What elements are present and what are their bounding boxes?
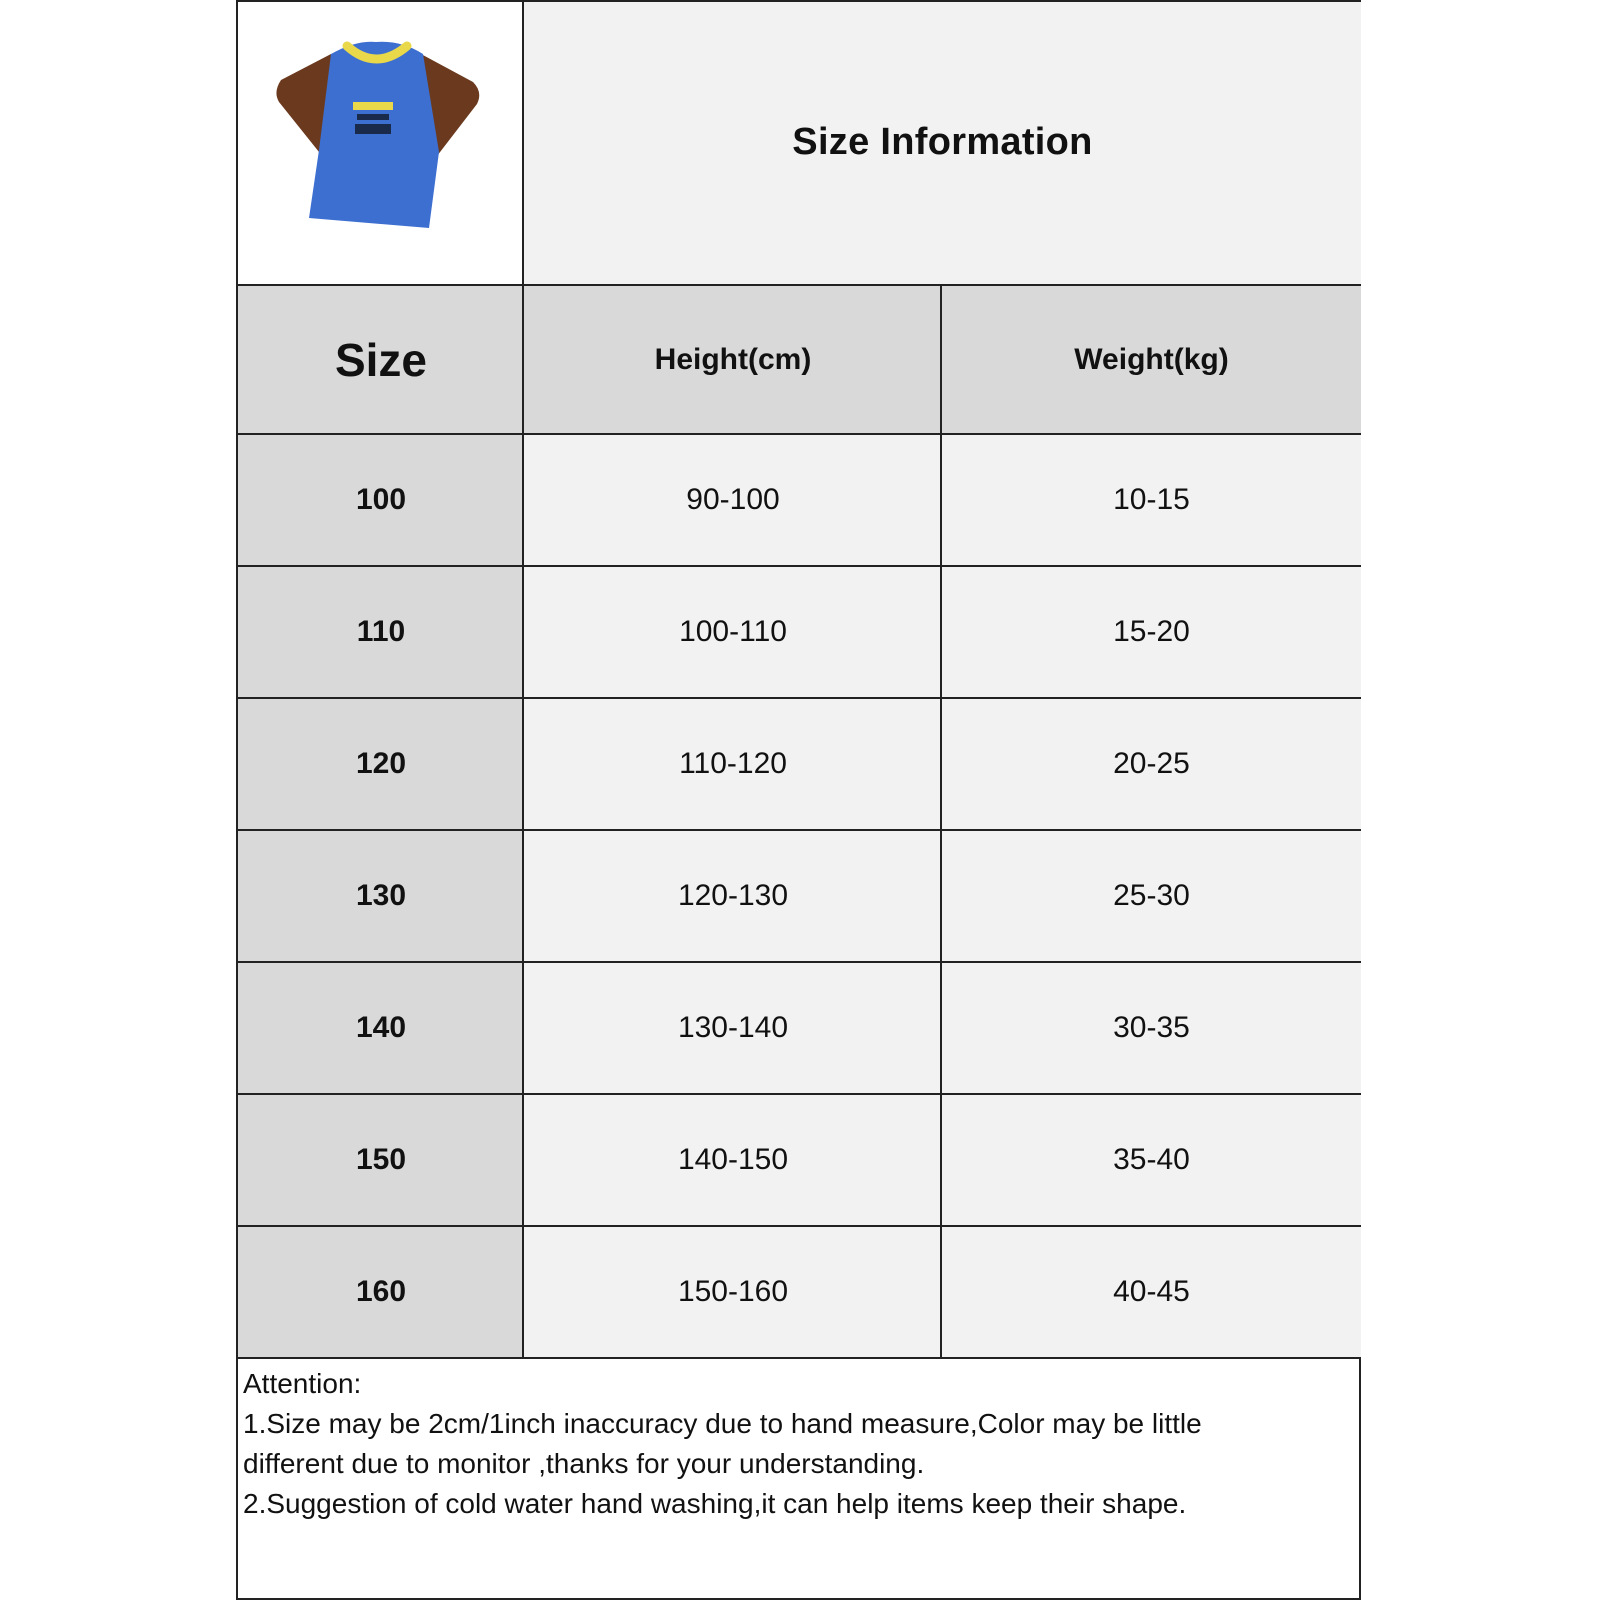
weight-value: 25-30 [1113,879,1190,912]
grid-line [236,0,1361,2]
grid-line [236,1093,1361,1095]
weight-value: 10-15 [1113,483,1190,516]
size-value: 120 [355,747,407,780]
attention-notes [243,1364,1343,1524]
height-cell [524,1227,942,1357]
weight-value: 30-35 [1113,1011,1190,1044]
weight-value: 35-40 [1113,1143,1190,1176]
weight-cell [942,1227,1361,1357]
height-cell [524,1095,942,1225]
size-value: 130 [355,879,407,912]
header-weight: Weight(kg) [1074,342,1229,376]
size-value: 100 [355,483,407,516]
t-shirt-icon [261,32,501,252]
grid-line [940,284,942,1359]
height-value: 120-130 [677,879,789,912]
weight-value: 20-25 [1113,747,1190,780]
grid-line [236,1225,1361,1227]
height-value: 110-120 [679,747,787,780]
header-height: Height(cm) [654,342,812,376]
size-value: 140 [355,1011,407,1044]
grid-line [236,284,1361,286]
grid-line [236,565,1361,567]
size-chart [236,0,1361,1600]
attention-line: 2.Suggestion of cold water hand washing,it can help items keep their shape. [243,1488,1187,1519]
grid-line [522,0,524,1359]
height-value: 90-100 [686,483,780,516]
size-cell [238,435,524,565]
size-cell [238,831,524,961]
attention-line: 1.Size may be 2cm/1inch inaccuracy due to hand measure,Color may be little [243,1408,1202,1439]
height-cell [524,567,942,697]
height-cell [524,963,942,1093]
page-title: Size Information [792,120,1093,163]
size-cell [238,1095,524,1225]
weight-cell [942,1095,1361,1225]
size-cell [238,963,524,1093]
height-cell [524,831,942,961]
weight-cell [942,699,1361,829]
grid-line [236,697,1361,699]
weight-value: 15-20 [1113,615,1190,648]
title-cell [524,0,1361,284]
header-size: Size [334,333,428,386]
size-cell [238,567,524,697]
product-image-cell [238,0,524,284]
weight-value: 40-45 [1113,1275,1190,1308]
height-value: 140-150 [677,1143,789,1176]
weight-cell [942,435,1361,565]
weight-cell [942,567,1361,697]
header-size-cell [238,286,524,433]
height-cell [524,699,942,829]
header-height-cell [524,286,942,433]
grid-line [236,961,1361,963]
size-cell [238,699,524,829]
attention-heading: Attention: [243,1368,362,1399]
height-value: 100-110 [679,615,787,648]
height-value: 130-140 [677,1011,789,1044]
height-value: 150-160 [677,1275,789,1308]
weight-cell [942,963,1361,1093]
weight-cell [942,831,1361,961]
grid-line [236,1357,1361,1359]
grid-line [236,433,1361,435]
size-value: 110 [356,615,406,648]
height-cell [524,435,942,565]
size-value: 150 [355,1143,407,1176]
grid-line [236,829,1361,831]
header-weight-cell [942,286,1361,433]
attention-line: different due to monitor ,thanks for your understanding. [243,1448,925,1479]
size-cell [238,1227,524,1357]
size-value: 160 [355,1275,407,1308]
